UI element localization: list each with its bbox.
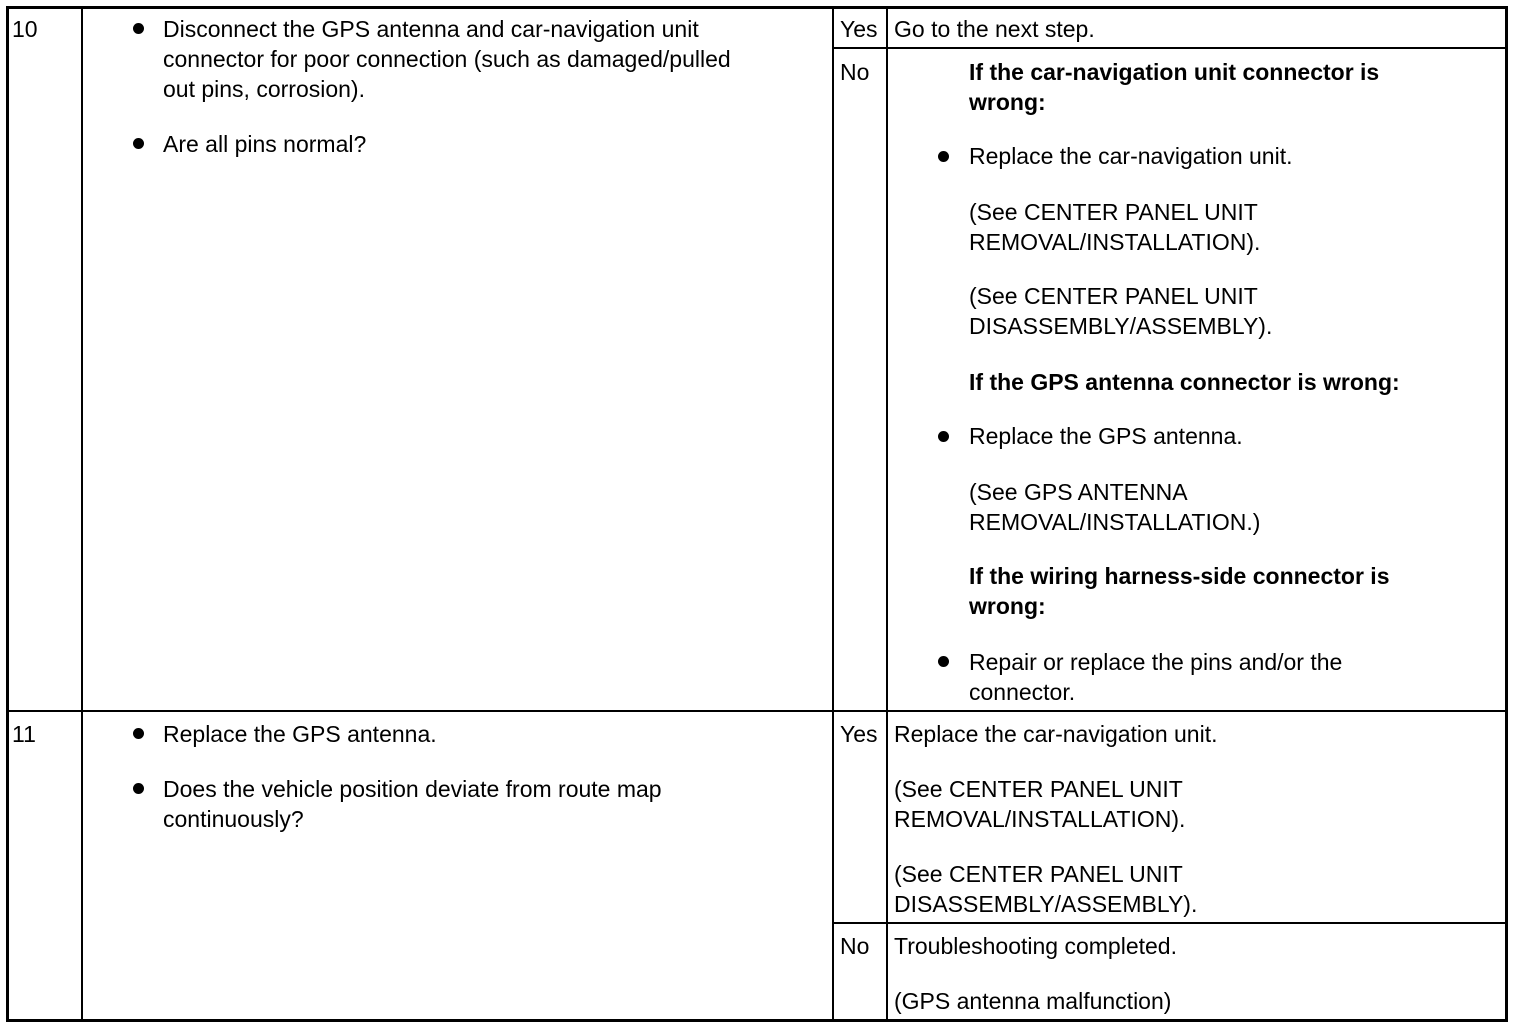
action-line: (GPS antenna malfunction) — [894, 988, 1172, 1014]
reference-line: REMOVAL/INSTALLATION.) — [969, 509, 1261, 535]
reference-line: REMOVAL/INSTALLATION). — [894, 806, 1186, 832]
condition-heading: If the car-navigation unit connector is — [969, 59, 1380, 85]
action-line: Replace the GPS antenna. — [969, 423, 1243, 449]
reference-line: DISASSEMBLY/ASSEMBLY). — [894, 891, 1198, 917]
column-divider-step — [81, 8, 83, 1020]
action-line: Replace the car-navigation unit. — [894, 721, 1218, 747]
bullet-icon — [938, 151, 949, 162]
reference-line: (See CENTER PANEL UNIT — [969, 199, 1258, 225]
bullet-icon — [133, 783, 144, 794]
reference-line: (See CENTER PANEL UNIT — [969, 283, 1258, 309]
inspection-line: out pins, corrosion). — [163, 76, 365, 102]
bullet-icon — [938, 656, 949, 667]
step-number: 10 — [12, 16, 38, 42]
column-divider-inspection — [832, 8, 834, 1020]
bullet-icon — [133, 728, 144, 739]
condition-heading: wrong: — [969, 593, 1046, 619]
reference-line: (See GPS ANTENNA — [969, 479, 1188, 505]
step-number: 11 — [12, 721, 36, 747]
result-label-yes: Yes — [840, 721, 878, 747]
reference-line: (See CENTER PANEL UNIT — [894, 776, 1183, 802]
row-divider-10-11 — [8, 710, 1506, 712]
inspection-line: connector for poor connection (such as damaged/pulled — [163, 46, 731, 72]
action-line: Troubleshooting completed. — [894, 933, 1177, 959]
column-divider-result — [886, 8, 888, 1020]
reference-line: DISASSEMBLY/ASSEMBLY). — [969, 313, 1273, 339]
row-divider-10-yes-no — [832, 47, 1506, 49]
result-label-no: No — [840, 59, 870, 85]
result-label-yes: Yes — [840, 16, 878, 42]
condition-heading: If the GPS antenna connector is wrong: — [969, 369, 1400, 395]
condition-heading: If the wiring harness-side connector is — [969, 563, 1390, 589]
action-line: Repair or replace the pins and/or the — [969, 649, 1343, 675]
inspection-line: Disconnect the GPS antenna and car-navigation unit — [163, 16, 699, 42]
action-line: connector. — [969, 679, 1076, 705]
action-line: Replace the car-navigation unit. — [969, 143, 1293, 169]
bullet-icon — [133, 23, 144, 34]
row-divider-11-yes-no — [832, 922, 1506, 924]
action-line: Go to the next step. — [894, 16, 1095, 42]
inspection-line: continuously? — [163, 806, 304, 832]
inspection-line: Replace the GPS antenna. — [163, 721, 437, 747]
reference-line: (See CENTER PANEL UNIT — [894, 861, 1183, 887]
bullet-icon — [938, 431, 949, 442]
bullet-icon — [133, 138, 144, 149]
inspection-line: Does the vehicle position deviate from route map — [163, 776, 662, 802]
condition-heading: wrong: — [969, 89, 1046, 115]
inspection-line: Are all pins normal? — [163, 131, 367, 157]
reference-line: REMOVAL/INSTALLATION). — [969, 229, 1261, 255]
result-label-no: No — [840, 933, 870, 959]
